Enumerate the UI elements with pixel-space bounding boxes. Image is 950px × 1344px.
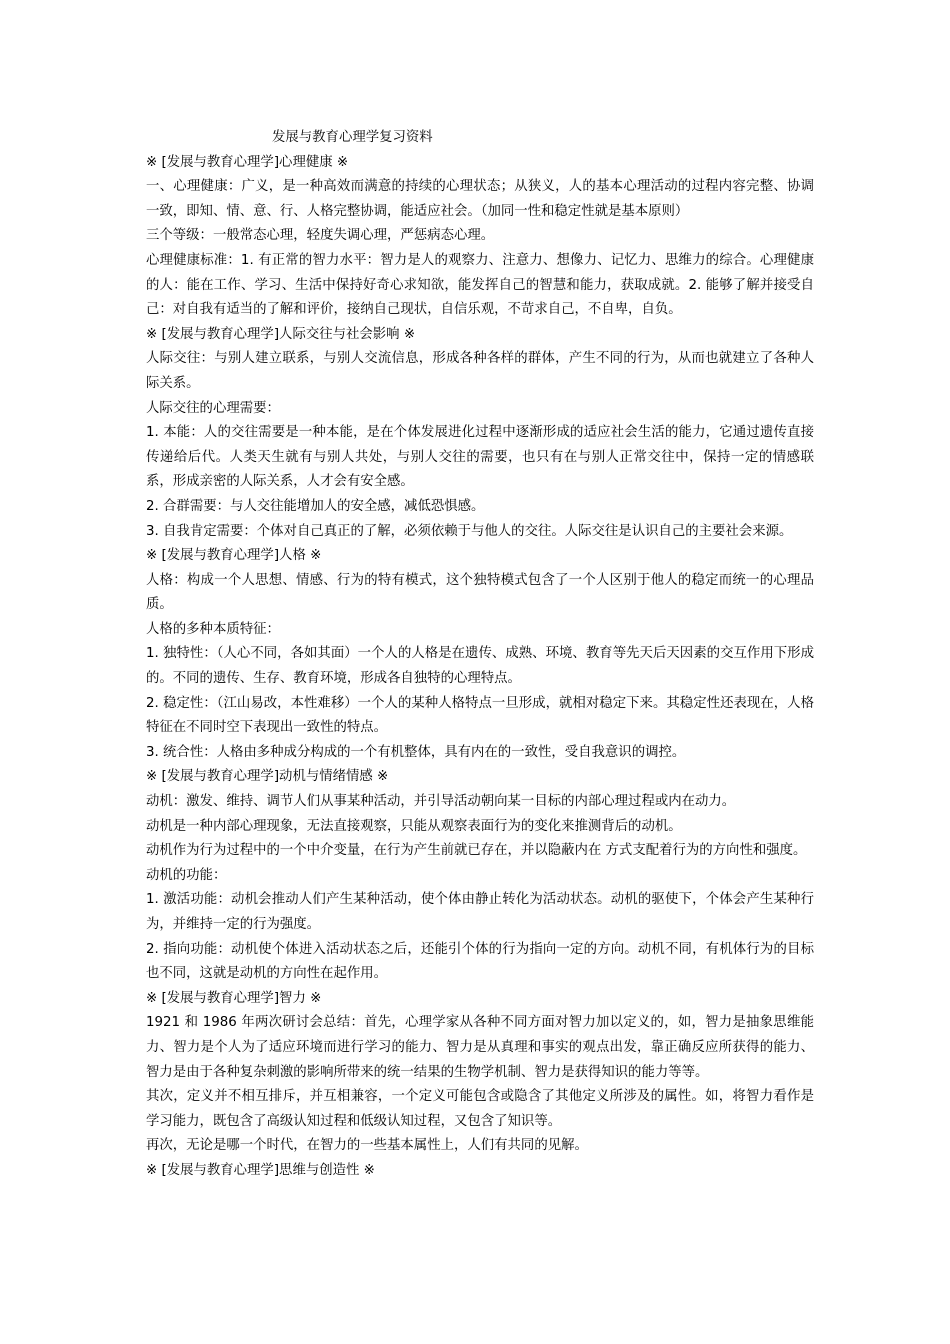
section-heading-mental-health: ※ [发展与教育心理学]心理健康 ※	[146, 154, 349, 170]
paragraph: 3. 统合性：人格由多种成分构成的一个有机整体，具有内在的一致性，受自我意识的调控。	[146, 744, 686, 760]
document-title: 发展与教育心理学复习资料	[272, 130, 433, 145]
section-heading-intelligence: ※ [发展与教育心理学]智力 ※	[146, 990, 322, 1006]
paragraph: 动机：激发、维持、调节人们从事某种活动，并引导活动朝向某一目标的内部心理过程或内在动力。	[146, 794, 736, 810]
paragraph: 人格的多种本质特征：	[146, 621, 280, 637]
paragraph: 心理健康标准：1. 有正常的智力水平：智力是人的观察力、注意力、想像力、记忆力、思维力的综合。心理健康的人：能在工作、学习、生活中保持好奇心求知欲，能发挥自己的智慧和能力，获取成就。2. 能够了解并接受自己：对自我有适当的了解和评价，接纳自己现状，自信乐观，不苛求自己，不自卑，自负。	[146, 252, 814, 318]
paragraph: 动机的功能：	[146, 867, 227, 883]
paragraph: 1. 激活功能：动机会推动人们产生某种活动，使个体由静止转化为活动状态。动机的驱使下，个体会产生某种行为，并维持一定的行为强度。	[146, 892, 814, 932]
paragraph: 动机是一种内部心理现象，无法直接观察，只能从观察表面行为的变化来推测背后的动机。	[146, 818, 682, 834]
paragraph: 2. 合群需要：与人交往能增加人的安全感，减低恐惧感。	[146, 498, 485, 514]
section-heading-motivation: ※ [发展与教育心理学]动机与情绪情感 ※	[146, 769, 389, 785]
section-heading-personality: ※ [发展与教育心理学]人格 ※	[146, 548, 322, 564]
paragraph: 其次，定义并不相互排斥，并互相兼容，一个定义可能包含或隐含了其他定义所涉及的属性。如，将智力看作是学习能力，既包含了高级认知过程和低级认知过程，又包含了知识等。	[146, 1089, 814, 1129]
paragraph: 3. 自我肯定需要：个体对自己真正的了解，必须依赖于与他人的交往。人际交往是认识自己的主要社会来源。	[146, 523, 793, 539]
paragraph: 一、心理健康：广义，是一种高效而满意的持续的心理状态；从狭义，人的基本心理活动的过程内容完整、协调一致，即知、情、意、行、人格完整协调，能适应社会。（加同一性和稳定性就是基本原则）	[146, 179, 814, 219]
section-heading-interpersonal: ※ [发展与教育心理学]人际交往与社会影响 ※	[146, 326, 416, 342]
paragraph: 人际交往：与别人建立联系，与别人交流信息，形成各种各样的群体，产生不同的行为，从而也就建立了各种人际关系。	[146, 351, 814, 391]
paragraph: 2. 指向功能：动机使个体进入活动状态之后，还能引个体的行为指向一定的方向。动机不同，有机体行为的目标也不同，这就是动机的方向性在起作用。	[146, 941, 814, 982]
paragraph: 动机作为行为过程中的一个中介变量，在行为产生前就已存在，并以隐蔽内在 方式支配着行为的方向性和强度。	[146, 843, 807, 859]
paragraph: 1. 本能：人的交往需要是一种本能，是在个体发展进化过程中逐渐形成的适应社会生活的能力，它通过遗传直接传递给后代。人类天生就有与别人共处，与别人交往的需要，也只有在与别人正常交往中，保持一定的情感联系，形成亲密的人际关系，人才会有安全感。	[146, 425, 814, 490]
paragraph: 人际交往的心理需要：	[146, 400, 280, 416]
paragraph: 三个等级：一般常态心理，轻度失调心理，严惩病态心理。	[146, 228, 495, 244]
section-heading-thinking: ※ [发展与教育心理学]思维与创造性 ※	[146, 1162, 375, 1178]
paragraph: 1921 和 1986 年两次研讨会总结：首先，心理学家从各种不同方面对智力加以定义的，如，智力是抽象思维能力、智力是个人为了适应环境而进行学习的能力、智力是从真理和事实的观点出发，靠正确反应所获得的能力、智力是由于各种复杂刺激的影响所带来的统一结果的生物学机制、智力是获得知识的能力等等。	[146, 1015, 814, 1080]
paragraph: 1. 独特性：（人心不同，各如其面）一个人的人格是在遗传、成熟、环境、教育等先天后天因素的交互作用下形成的。不同的遗传、生存、教育环境，形成各自独特的心理特点。	[146, 646, 814, 687]
paragraph: 人格：构成一个人思想、情感、行为的特有模式，这个独特模式包含了一个人区别于他人的稳定而统一的心理品质。	[146, 572, 814, 613]
paragraph: 2. 稳定性：（江山易改，本性难移）一个人的某种人格特点一旦形成，就相对稳定下来。其稳定性还表现在，人格特征在不同时空下表现出一致性的特点。	[146, 695, 814, 736]
paragraph: 再次，无论是哪一个时代，在智力的一些基本属性上，人们有共同的见解。	[146, 1138, 588, 1154]
